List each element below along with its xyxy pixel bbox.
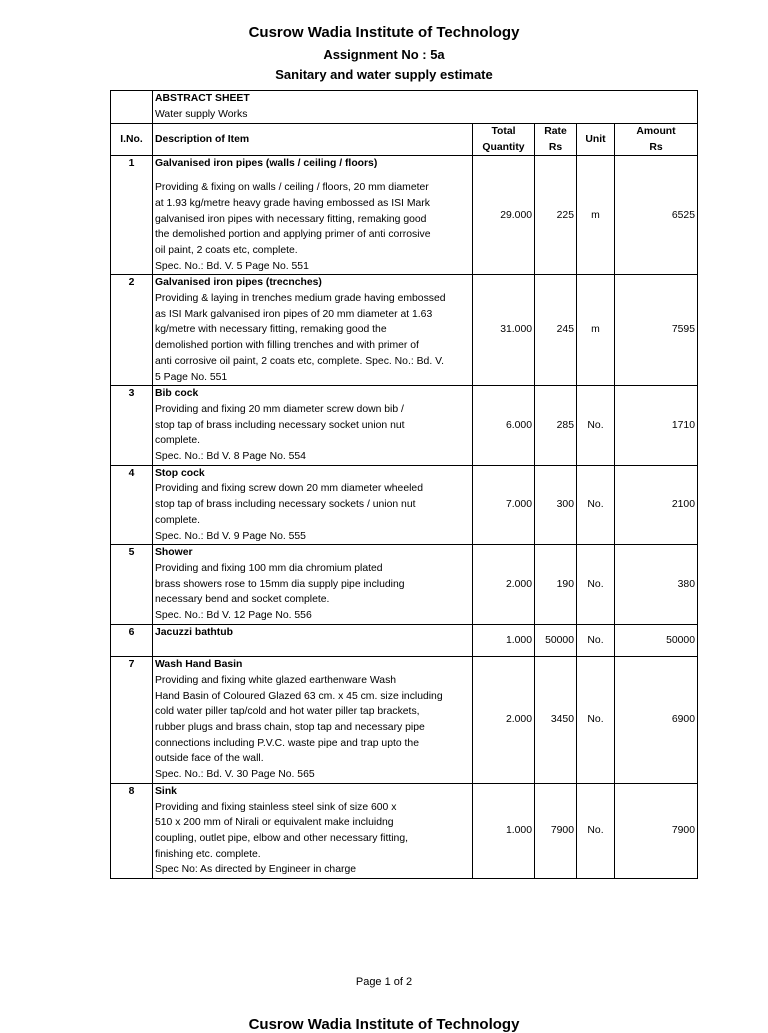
item-description	[153, 545, 473, 625]
item-description-line: 5 Page No. 551	[155, 371, 228, 383]
item-amount: 1710	[615, 386, 698, 466]
abstract-sheet-label: ABSTRACT SHEET	[155, 93, 250, 104]
item-description	[153, 156, 473, 275]
item-amount: 7900	[615, 783, 698, 878]
item-quantity: 31.000	[473, 275, 535, 386]
item-description-line: outside face of the wall.	[155, 753, 264, 765]
item-quantity: 1.000	[473, 783, 535, 878]
col-header-qty-l2: Quantity	[482, 141, 525, 153]
spacer	[155, 641, 470, 657]
item-rate: 50000	[535, 624, 577, 656]
item-description-line: Spec. No.: Bd V. 9 Page No. 555	[155, 530, 306, 542]
table-row	[111, 386, 698, 466]
item-description-line: the demolished portion and applying primer of anti corrosive	[155, 229, 431, 241]
table-row	[111, 465, 698, 545]
item-description-line: Providing and fixing white glazed earthenware Wash	[155, 674, 397, 686]
estimate-table	[110, 90, 698, 879]
col-header-desc: Description of Item	[153, 124, 473, 156]
item-unit: No.	[577, 657, 615, 784]
item-description-line: complete.	[155, 514, 201, 526]
table-row	[111, 624, 698, 656]
item-description-line: stop tap of brass including necessary sockets / union nut	[155, 499, 416, 511]
item-description-line: 510 x 200 mm of Nirali or equivalent make incluidng	[155, 817, 394, 829]
item-title: Bib cock	[155, 388, 199, 400]
item-description-line: connections including P.V.C. waste pipe and trap upto the	[155, 737, 419, 749]
item-description	[153, 657, 473, 784]
item-title: Sink	[155, 785, 177, 797]
item-amount: 7595	[615, 275, 698, 386]
col-header-no: I.No.	[111, 124, 153, 156]
item-description	[153, 275, 473, 386]
item-number: 1	[111, 156, 153, 275]
item-description	[153, 783, 473, 878]
item-quantity: 2.000	[473, 657, 535, 784]
item-title: Galvanised iron pipes (walls / ceiling / floors)	[155, 158, 378, 170]
table-row	[111, 545, 698, 625]
item-quantity: 7.000	[473, 465, 535, 545]
item-number: 6	[111, 624, 153, 656]
item-quantity: 6.000	[473, 386, 535, 466]
table-row	[111, 657, 698, 784]
item-description-line: Spec. No.: Bd V. 8 Page No. 554	[155, 451, 306, 463]
item-quantity: 1.000	[473, 624, 535, 656]
item-number: 8	[111, 783, 153, 878]
item-description-line: oil paint, 2 coats etc, complete.	[155, 244, 298, 256]
item-number: 4	[111, 465, 153, 545]
item-title: Wash Hand Basin	[155, 659, 243, 671]
item-rate: 285	[535, 386, 577, 466]
item-description	[153, 624, 473, 656]
document-title: Cusrow Wadia Institute of Technology	[248, 24, 520, 41]
item-description-line: Providing and fixing stainless steel sink of size 600 x	[155, 801, 397, 813]
item-amount: 380	[615, 545, 698, 625]
item-unit: No.	[577, 465, 615, 545]
item-unit: m	[577, 275, 615, 386]
col-header-rate-l2: Rs	[548, 141, 563, 153]
item-title: Stop cock	[155, 467, 205, 479]
item-description-line: at 1.93 kg/metre heavy grade having embossed as ISI Mark	[155, 197, 430, 209]
item-description-line: Providing & fixing on walls / ceiling / floors, 20 mm diameter	[155, 182, 429, 194]
item-amount: 50000	[615, 624, 698, 656]
table-row	[111, 156, 698, 275]
item-title: Shower	[155, 547, 193, 559]
item-unit: m	[577, 156, 615, 275]
item-description-line: Spec. No.: Bd V. 12 Page No. 556	[155, 610, 312, 622]
item-rate: 3450	[535, 657, 577, 784]
item-rate: 300	[535, 465, 577, 545]
item-description-line: rubber plugs and brass chain, stop tap and necessary pipe	[155, 722, 425, 734]
item-description-line: necessary bend and socket complete.	[155, 594, 330, 606]
item-amount: 6525	[615, 156, 698, 275]
table-row	[111, 783, 698, 878]
col-header-unit: Unit	[577, 124, 615, 156]
col-header-amount	[615, 124, 698, 156]
item-description-line: Spec No: As directed by Engineer in charge	[155, 864, 357, 876]
item-description-line: cold water piller tap/cold and hot water piller tap brackets,	[155, 706, 420, 718]
item-description-line: stop tap of brass including necessary socket union nut	[155, 419, 405, 431]
item-unit: No.	[577, 783, 615, 878]
item-title: Galvanised iron pipes (trecnches)	[155, 277, 322, 289]
col-header-amount-l2: Rs	[649, 141, 663, 153]
col-header-amount-l1: Amount	[636, 126, 676, 137]
item-unit: No.	[577, 624, 615, 656]
item-amount: 2100	[615, 465, 698, 545]
item-description-line: Providing & laying in trenches medium grade having embossed	[155, 293, 446, 305]
abstract-cell	[153, 91, 698, 124]
item-description-line: galvanised iron pipes with necessary fitting, remaking good	[155, 213, 427, 225]
item-unit: No.	[577, 386, 615, 466]
item-title: Jacuzzi bathtub	[155, 626, 233, 638]
abstract-row	[111, 91, 698, 124]
item-number: 3	[111, 386, 153, 466]
next-page-title: Cusrow Wadia Institute of Technology	[248, 1016, 520, 1033]
col-header-qty	[473, 124, 535, 156]
col-header-rate-l1: Rate	[544, 126, 567, 137]
item-description-line: finishing etc. complete.	[155, 848, 261, 860]
column-header-row	[111, 124, 698, 156]
page-number: Page 1 of 2	[355, 976, 413, 988]
works-label: Water supply Works	[155, 108, 248, 120]
item-description-line: Spec. No.: Bd. V. 30 Page No. 565	[155, 769, 315, 781]
document-subtitle: Sanitary and water supply estimate	[275, 67, 493, 82]
item-description	[153, 465, 473, 545]
item-description	[153, 386, 473, 466]
table-row	[111, 275, 698, 386]
item-number: 7	[111, 657, 153, 784]
item-description-line: as ISI Mark galvanised iron pipes of 20 mm diameter at 1.63	[155, 308, 433, 320]
abstract-blank-cell	[111, 91, 153, 124]
item-description-line: demolished portion with filling trenches and with primer of	[155, 340, 419, 352]
item-number: 5	[111, 545, 153, 625]
item-unit: No.	[577, 545, 615, 625]
item-rate: 7900	[535, 783, 577, 878]
item-rate: 245	[535, 275, 577, 386]
item-description-line: anti corrosive oil paint, 2 coats etc, complete. Spec. No.: Bd. V.	[155, 355, 444, 367]
col-header-qty-l1: Total	[491, 126, 516, 137]
assignment-number: Assignment No : 5a	[323, 47, 445, 62]
item-quantity: 2.000	[473, 545, 535, 625]
item-rate: 225	[535, 156, 577, 275]
item-quantity: 29.000	[473, 156, 535, 275]
item-description-line: coupling, outlet pipe, elbow and other necessary fitting,	[155, 832, 408, 844]
item-description-line: Providing and fixing 100 mm dia chromium plated	[155, 562, 383, 574]
item-description-line: brass showers rose to 15mm dia supply pipe including	[155, 578, 405, 590]
item-description-line: Hand Basin of Coloured Glazed 63 cm. x 45 cm. size including	[155, 690, 443, 702]
item-amount: 6900	[615, 657, 698, 784]
item-number: 2	[111, 275, 153, 386]
item-description-line: Spec. No.: Bd. V. 5 Page No. 551	[155, 260, 309, 272]
item-description-line: Providing and fixing screw down 20 mm diameter wheeled	[155, 483, 423, 495]
col-header-rate	[535, 124, 577, 156]
item-description-line: Providing and fixing 20 mm diameter screw down bib /	[155, 403, 404, 415]
item-description-line: complete.	[155, 435, 201, 447]
item-description-line: kg/metre with necessary fitting, remaking good the	[155, 324, 387, 336]
item-rate: 190	[535, 545, 577, 625]
spacer	[155, 172, 470, 180]
